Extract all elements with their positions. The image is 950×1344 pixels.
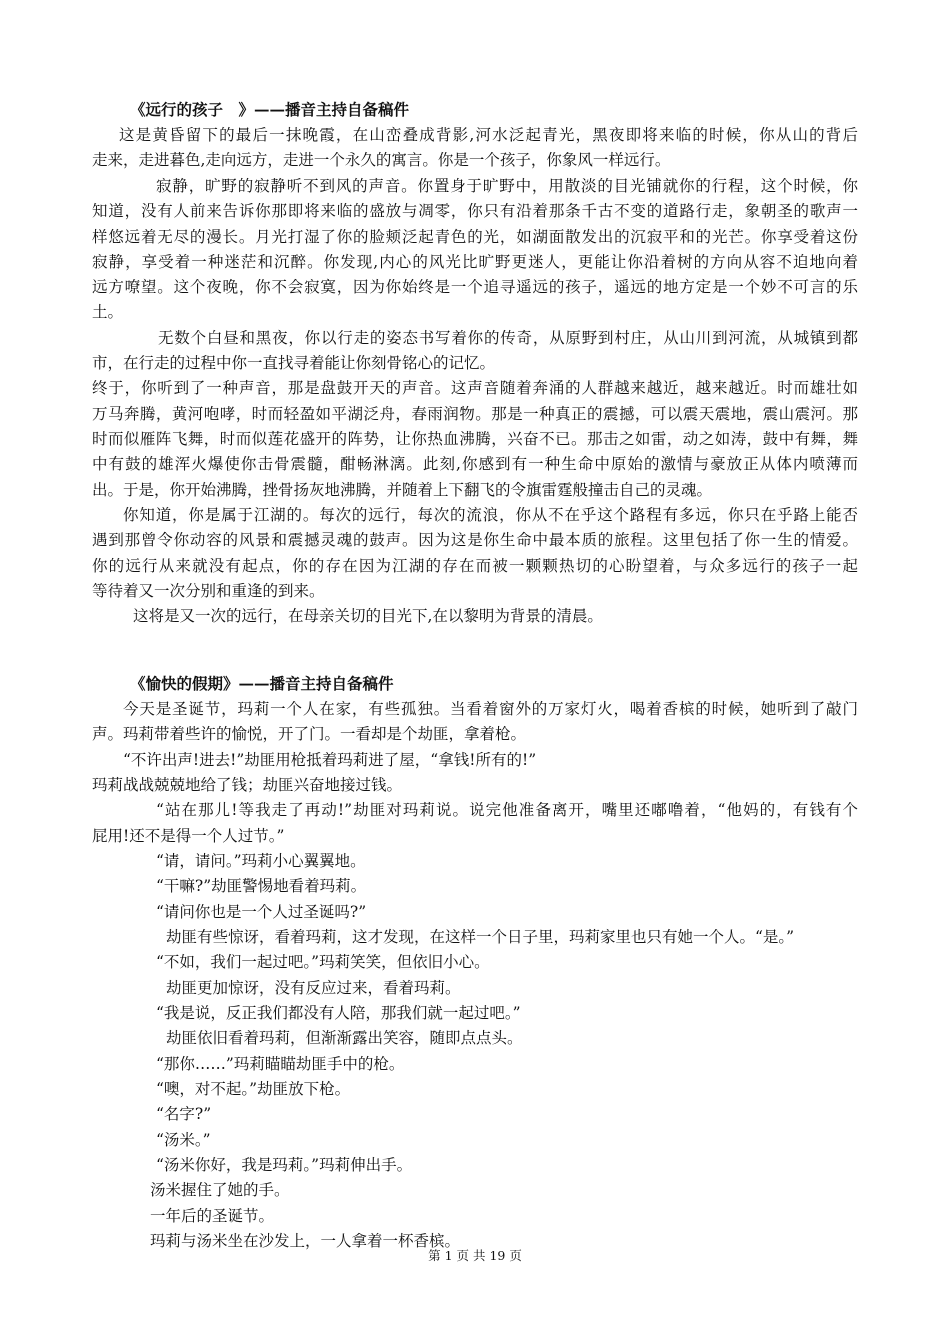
paragraph-line: 寂静，享受着一种迷茫和沉醉。你发现,内心的风光比旷野更迷人，更能让你沿着树的方向从容不迫地向着 — [92, 253, 858, 271]
paragraph-line: 劫匪更加惊讶，没有反应过来，看着玛莉。 — [166, 979, 461, 997]
article-title-1: 《远行的孩子 》——播音主持自备稿件 — [130, 100, 410, 119]
paragraph-line: “请问你也是一个人过圣诞吗?” — [156, 903, 367, 921]
paragraph-line: 劫匪依旧看着玛莉，但渐渐露出笑容，随即点点头。 — [166, 1029, 523, 1047]
paragraph-line: 市，在行走的过程中你一直找寻着能让你刻骨铭心的记忆。 — [92, 354, 496, 372]
paragraph-line: “不如，我们一起过吧。”玛莉笑笑，但依旧小心。 — [156, 953, 490, 971]
paragraph-line: 等待着又一次分别和重逢的到来。 — [92, 582, 325, 600]
page-footer: 第 1 页 共 19 页 — [428, 1248, 522, 1263]
paragraph-line: 汤米握住了她的手。 — [150, 1181, 290, 1199]
article-title-2: 《愉快的假期》——播音主持自备稿件 — [130, 674, 394, 693]
paragraph-line: “汤米你好，我是玛莉。”玛莉伸出手。 — [156, 1156, 413, 1174]
paragraph-line: 远方嘹望。这个夜晚，你不会寂寞，因为你始终是一个追寻遥远的孩子，遥远的地方定是一个妙不可言的乐 — [92, 278, 858, 296]
paragraph-line: 这是黄昏留下的最后一抹晚霞，在山峦叠成背影,河水泛起青光，黑夜即将来临的时候，你从山的背后 — [119, 126, 858, 144]
paragraph-line: 你知道，你是属于江湖的。每次的远行，每次的流浪，你从不在乎这个路程有多远，你只在乎路上能否 — [123, 506, 858, 524]
paragraph-line: “那你……”玛莉瞄瞄劫匪手中的枪。 — [156, 1055, 405, 1073]
paragraph-line: “站在那儿!等我走了再动!”劫匪对玛莉说。说完他准备离开，嘴里还嘟噜着，“他妈的，有钱有个 — [156, 801, 858, 819]
paragraph-line: 走来，走进暮色,走向远方，走进一个永久的寓言。你是一个孩子，你象风一样远行。 — [92, 151, 671, 169]
paragraph-line: 样悠远着无尽的漫长。月光打湿了你的脸颊泛起青色的光，如湖面散发出的沉寂平和的光芒。你享受着这份 — [92, 228, 858, 246]
paragraph-line: “噢，对不起。”劫匪放下枪。 — [156, 1080, 351, 1098]
paragraph-line: 终于，你听到了一种声音，那是盘鼓开天的声音。这声音随着奔涌的人群越来越近，越来越近。时而雄壮如 — [92, 379, 858, 397]
paragraph-line: 劫匪有些惊讶，看着玛莉，这才发现，在这样一个日子里，玛莉家里也只有她一个人。“是。” — [166, 928, 795, 946]
paragraph-line: “名字?” — [156, 1105, 212, 1123]
paragraph-line: “请，请问。”玛莉小心翼翼地。 — [156, 852, 366, 870]
paragraph-line: 万马奔腾，黄河咆哮，时而轻盈如平湖泛舟，春雨润物。那是一种真正的震撼，可以震天震地，震山震河。那 — [92, 405, 858, 423]
paragraph-line: 这将是又一次的远行，在母亲关切的目光下,在以黎明为背景的清晨。 — [133, 607, 603, 625]
paragraph-line: “汤米。” — [156, 1131, 211, 1149]
paragraph-line: 中有鼓的雄浑火爆使你击骨震髓，酣畅淋漓。此刻,你感到有一种生命中原始的激情与豪放正从体内喷薄而 — [92, 455, 858, 473]
paragraph-line: 玛莉与汤米坐在沙发上，一人拿着一杯香槟。 — [150, 1232, 461, 1250]
paragraph-line: 出。于是，你开始沸腾，挫骨扬灰地沸腾，并随着上下翻飞的令旗雷霆般撞击自己的灵魂。 — [92, 481, 713, 499]
paragraph-line: 时而似雁阵飞舞，时而似莲花盛开的阵势，让你热血沸腾，兴奋不已。那击之如雷，动之如涛，鼓中有舞，舞 — [92, 430, 858, 448]
paragraph-line: 一年后的圣诞节。 — [150, 1207, 275, 1225]
paragraph-line: 无数个白昼和黑夜，你以行走的姿态书写着你的传奇，从原野到村庄，从山川到河流，从城镇到都 — [158, 329, 858, 347]
paragraph-line: 玛莉战战兢兢地给了钱；劫匪兴奋地接过钱。 — [92, 776, 403, 794]
paragraph-line: “干嘛?”劫匪警惕地看着玛莉。 — [156, 877, 367, 895]
paragraph-line: 寂静，旷野的寂静听不到风的声音。你置身于旷野中，用散淡的目光铺就你的行程，这个时候，你 — [156, 177, 858, 195]
paragraph-line: 土。 — [92, 303, 124, 321]
paragraph-line: 知道，没有人前来告诉你那即将来临的盛放与凋零，你只有沿着那条千古不变的道路行走，象朝圣的歌声一 — [92, 202, 858, 220]
paragraph-line: 遇到那曾令你动容的风景和震撼灵魂的鼓声。因为这是你生命中最本质的旅程。这里包括了你一生的情爱。 — [92, 531, 858, 549]
paragraph-line: 今天是圣诞节，玛莉一个人在家，有些孤独。当看着窗外的万家灯火，喝着香槟的时候，她听到了敲门 — [123, 700, 858, 718]
paragraph-line: 屁用!还不是得一个人过节。” — [92, 827, 285, 845]
paragraph-line: 你的远行从来就没有起点，你的存在因为江湖的存在而被一颗颗热切的心盼望着，与众多远行的孩子一起 — [92, 557, 858, 575]
paragraph-line: “我是说，反正我们都没有人陪，那我们就一起过吧。” — [156, 1004, 521, 1022]
paragraph-line: 声。玛莉带着些许的愉悦，开了门。一看却是个劫匪，拿着枪。 — [92, 725, 527, 743]
paragraph-line: “不许出声!进去!”劫匪用枪抵着玛莉进了屋，“拿钱!所有的!” — [123, 751, 537, 769]
